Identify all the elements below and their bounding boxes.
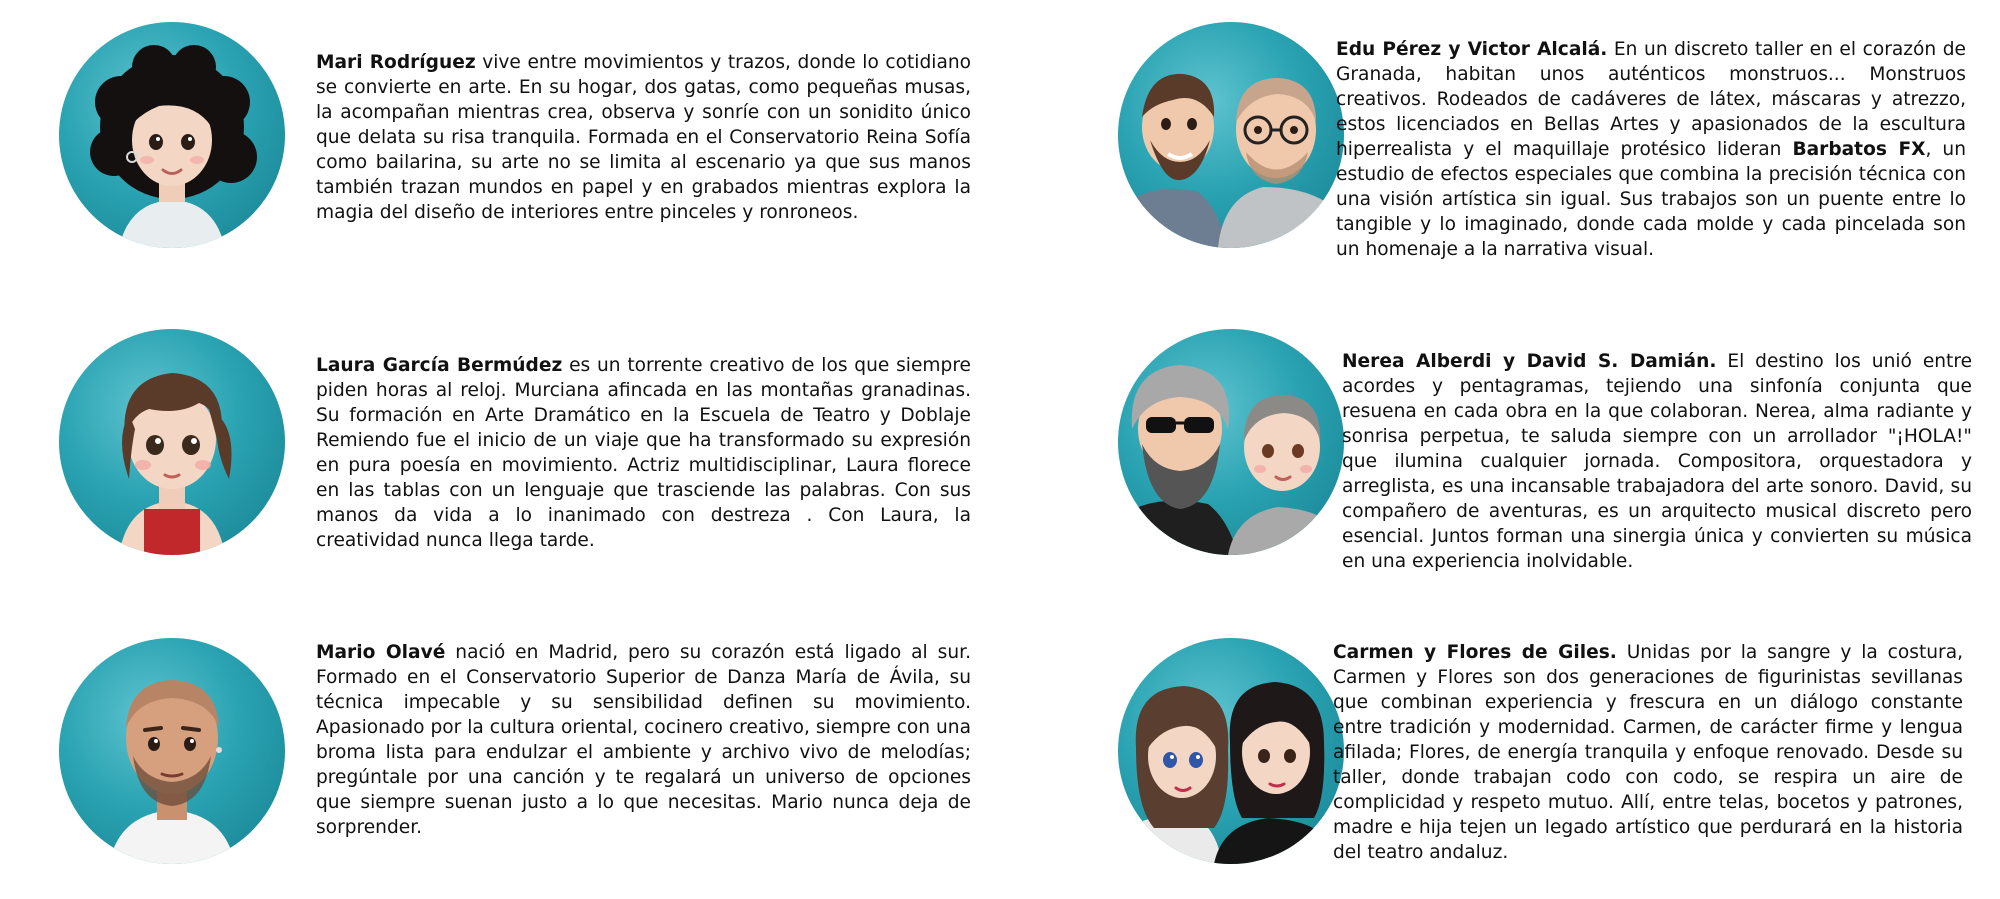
bio-body: es un torrente creativo de los que siempre piden horas al reloj. Murciana afincada en las montañas granadinas. Su formación en Arte Dramático en la Escuela de Teatro y Doblaje Remiendo fue el inicio de un viaje que ha transformado su expresión en pura poesía en movimiento. Actriz multidisciplinar, Laura florece en las tablas con un lenguaje que trasciende las palabras. Con sus manos da vida a lo inanimado con destreza . Con Laura, la creatividad nunca llega tarde. xyxy=(316,355,971,551)
portrait-illustration xyxy=(59,638,285,864)
bio-body: vive entre movimientos y trazos, donde lo cotidiano se convierte en arte. En su hogar, dos gatas, como pequeñas musas, la acompañan mientras crea, observa y sonríe con un sonidito único que delata su risa tranquila. Formada en el Conservatorio Reina Sofía como bailarina, su arte no se limita al escenario ya que sus manos también trazan mundos en papel y en grabados mientras explora la magia del diseño de interiores entre pinceles y ronroneos. xyxy=(316,52,971,223)
avatar-edu-victor xyxy=(1118,22,1344,248)
avatar-carmen-flores xyxy=(1118,638,1344,864)
avatar-laura xyxy=(59,329,285,555)
profile-name: Edu Pérez y Victor Alcalá. xyxy=(1336,39,1608,60)
bio-body: En un discreto taller en el corazón de Granada, habitan unos auténticos monstruos... Monstruos creativos. Rodeados de cadáveres de látex, máscaras y atrezzo, estos licenciados en Bellas Artes y apasionados de la escultura hiperrealista y el maquillaje protésico lideran xyxy=(1336,39,1966,160)
profile-name: Mario Olavé xyxy=(316,642,446,663)
bio-text-mari xyxy=(316,50,971,225)
avatar-mario xyxy=(59,638,285,864)
portrait-illustration xyxy=(59,329,285,555)
profile-name: Mari Rodríguez xyxy=(316,52,476,73)
bio-body: nació en Madrid, pero su corazón está ligado al sur. Formado en el Conservatorio Superior de Danza María de Ávila, su técnica impecable y su sensibilidad definen su movimiento. Apasionado por la cultura oriental, cocinero creativo, siempre con una broma lista para endulzar el ambiente y archivo vivo de melodías; pregúntale por una canción y te regalará un universo de opciones que siempre suenan justo a lo que necesitas. Mario nunca deja de sorprender. xyxy=(316,642,971,838)
bio-text-carmen-flores xyxy=(1333,640,1963,865)
portrait-illustration xyxy=(1118,329,1344,555)
bio-text-edu-victor xyxy=(1336,37,1966,262)
bio-text-mario xyxy=(316,640,971,840)
portrait-illustration xyxy=(59,22,285,248)
bio-text-laura xyxy=(316,353,971,553)
portrait-illustration xyxy=(1118,22,1344,248)
bio-body: Unidas por la sangre y la costura, Carmen y Flores son dos generaciones de figurinistas sevillanas que combinan experiencia y frescura en un diálogo constante entre tradición y modernidad. Carmen, de carácter firme y lengua afilada; Flores, de energía tranquila y enfoque renovado. Desde su taller, donde trabajan codo con codo, se respira un aire de complicidad y respeto mutuo. Allí, entre telas, bocetos y patrones, madre e hija tejen un legado artístico que perdurará en la historia del teatro andaluz. xyxy=(1333,642,1963,863)
avatar-nerea-david xyxy=(1118,329,1344,555)
studio-name: Barbatos FX xyxy=(1792,139,1926,160)
profile-name: Carmen y Flores de Giles. xyxy=(1333,642,1617,663)
bio-body-cont: , un estudio de efectos especiales que combina la precisión técnica con una visión artística sin igual. Sus trabajos son un puente entre lo tangible y lo imaginado, donde cada molde y cada pincelada son un homenaje a la narrativa visual. xyxy=(1336,139,1966,260)
profile-name: Nerea Alberdi y David S. Damián. xyxy=(1342,351,1717,372)
avatar-mari xyxy=(59,22,285,248)
bio-text-nerea-david xyxy=(1342,349,1972,574)
bio-body: El destino los unió entre acordes y pentagramas, tejiendo una sinfonía conjunta que resuena en cada obra en la que colaboran. Nerea, alma radiante y sonrisa perpetua, te saluda siempre con un arrollador "¡HOLA!" que ilumina cualquier jornada. Compositora, orquestadora y arreglista, es una incansable trabajadora del arte sonoro. David, su compañero de aventuras, es un arquitecto musical discreto pero esencial. Juntos forman una sinergia única y convierten su música en una experiencia inolvidable. xyxy=(1342,351,1973,572)
portrait-illustration xyxy=(1118,638,1344,864)
profile-name: Laura García Bermúdez xyxy=(316,355,563,376)
